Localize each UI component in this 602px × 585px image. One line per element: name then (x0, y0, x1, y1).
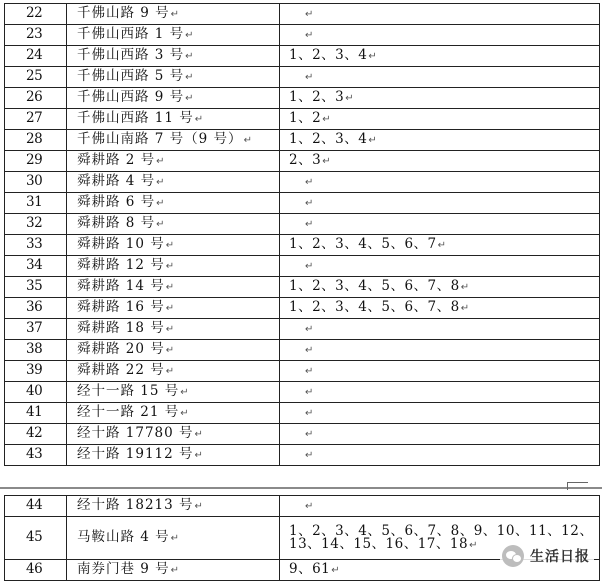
table-row (5, 109, 600, 130)
paragraph-mark-icon: ↵ (180, 408, 190, 420)
address-text: 舜耕路 16 号 (77, 299, 165, 316)
paragraph-mark-icon: ↵ (460, 282, 470, 294)
row-number: 46 (5, 560, 67, 581)
table-row (5, 46, 600, 67)
paragraph-mark-icon: ↵ (194, 501, 204, 513)
address-text: 经十一路 21 号 (77, 404, 180, 421)
paragraph-mark-icon: ↵ (180, 387, 190, 399)
paragraph-mark-icon: ↵ (322, 114, 332, 126)
paragraph-mark-icon: ↵ (165, 345, 176, 357)
paragraph-mark-icon: ↵ (305, 177, 314, 189)
address-cell (67, 560, 280, 581)
address-text: 南券门巷 9 号 (77, 561, 170, 578)
address-cell (67, 46, 280, 67)
address-cell (67, 235, 280, 256)
building-numbers-text: 1、2、3、4 (289, 47, 368, 64)
row-number: 22 (5, 4, 67, 25)
paragraph-mark-icon: ↵ (194, 114, 205, 126)
paragraph-mark-icon: ↵ (460, 303, 470, 315)
paragraph-mark-icon: ↵ (165, 240, 176, 252)
building-numbers-text: 1、2、3、4、5、6、7、8 (289, 278, 460, 295)
address-cell (67, 193, 280, 214)
address-cell (67, 496, 280, 517)
building-numbers-text: 1、2、3 (289, 89, 345, 106)
address-cell (67, 214, 280, 235)
paragraph-mark-icon: ↵ (345, 93, 355, 105)
paragraph-mark-icon: ↵ (368, 51, 378, 63)
building-numbers-text: 1、2、3、4、5、6、7、8、9、10、11、12、13、14、15、16、17、18 (289, 522, 594, 552)
paragraph-mark-icon: ↵ (305, 387, 314, 399)
address-cell (67, 361, 280, 382)
address-cell (67, 151, 280, 172)
paragraph-mark-icon: ↵ (185, 51, 195, 63)
table-row (5, 172, 600, 193)
table-row (5, 319, 600, 340)
address-cell (67, 256, 280, 277)
address-cell (67, 67, 280, 88)
row-number: 41 (5, 403, 67, 424)
building-numbers-text: 9、61 (289, 561, 331, 578)
address-cell (67, 25, 280, 46)
paragraph-mark-icon: ↵ (305, 198, 314, 210)
building-numbers-cell (280, 130, 600, 151)
address-text: 舜耕路 8 号 (77, 215, 156, 232)
address-text: 千佛山路 9 号 (77, 5, 170, 22)
address-text: 舜耕路 12 号 (77, 257, 165, 274)
building-numbers-cell (280, 361, 600, 382)
row-number: 26 (5, 88, 67, 109)
paragraph-mark-icon: ↵ (305, 501, 314, 513)
table-row (5, 214, 600, 235)
building-numbers-cell (280, 340, 600, 361)
address-cell (67, 340, 280, 361)
paragraph-mark-icon: ↵ (305, 324, 314, 336)
address-text: 千佛山西路 9 号 (77, 89, 185, 106)
address-text: 舜耕路 10 号 (77, 236, 165, 253)
table-row (5, 298, 600, 319)
building-numbers-cell (280, 235, 600, 256)
table-row (5, 277, 600, 298)
address-text: 经十路 18213 号 (77, 497, 194, 514)
building-numbers-text: 1、2、3、4 (289, 131, 368, 148)
address-cell (67, 445, 280, 466)
building-numbers-cell (280, 277, 600, 298)
address-text: 舜耕路 6 号 (77, 194, 156, 211)
paragraph-mark-icon: ↵ (469, 540, 478, 551)
row-number: 39 (5, 361, 67, 382)
address-cell (67, 109, 280, 130)
address-text: 舜耕路 22 号 (77, 362, 165, 379)
row-number: 40 (5, 382, 67, 403)
building-numbers-cell (280, 151, 600, 172)
row-number: 33 (5, 235, 67, 256)
row-number: 29 (5, 151, 67, 172)
address-text: 千佛山西路 5 号 (77, 68, 185, 85)
address-cell (67, 517, 280, 560)
address-text: 舜耕路 14 号 (77, 278, 165, 295)
building-numbers-cell (280, 46, 600, 67)
address-cell (67, 130, 280, 151)
paragraph-mark-icon: ↵ (170, 9, 181, 21)
paragraph-mark-icon: ↵ (170, 565, 181, 577)
paragraph-mark-icon: ↵ (368, 135, 378, 147)
building-numbers-cell (280, 67, 600, 88)
paragraph-mark-icon: ↵ (243, 135, 253, 147)
paragraph-mark-icon: ↵ (185, 72, 195, 84)
building-numbers-cell (280, 382, 600, 403)
address-cell (67, 88, 280, 109)
watermark-text: 生活日报 (530, 549, 590, 565)
building-numbers-cell (280, 25, 600, 46)
address-text: 经十路 17780 号 (77, 425, 194, 442)
table-row (5, 25, 600, 46)
row-number: 27 (5, 109, 67, 130)
building-numbers-cell (280, 214, 600, 235)
row-number: 43 (5, 445, 67, 466)
row-number: 38 (5, 340, 67, 361)
paragraph-mark-icon: ↵ (156, 198, 166, 210)
table-row (5, 151, 600, 172)
paragraph-mark-icon: ↵ (194, 429, 204, 441)
paragraph-mark-icon: ↵ (156, 219, 166, 231)
page-break-marker (482, 482, 598, 492)
address-cell (67, 298, 280, 319)
paragraph-mark-icon: ↵ (170, 533, 181, 545)
address-table (4, 3, 600, 466)
address-text: 舜耕路 4 号 (77, 173, 156, 190)
paragraph-mark-icon: ↵ (156, 177, 166, 189)
address-text: 经十一路 15 号 (77, 383, 180, 400)
paragraph-mark-icon: ↵ (305, 345, 314, 357)
table-row (5, 424, 600, 445)
building-numbers-cell (280, 88, 600, 109)
paragraph-mark-icon: ↵ (305, 429, 314, 441)
paragraph-mark-icon: ↵ (165, 261, 176, 273)
row-number: 42 (5, 424, 67, 445)
row-number: 28 (5, 130, 67, 151)
address-text: 舜耕路 20 号 (77, 341, 165, 358)
address-text: 千佛山西路 1 号 (77, 26, 185, 43)
paragraph-mark-icon: ↵ (305, 219, 314, 231)
table-row (5, 193, 600, 214)
row-number: 45 (5, 517, 67, 560)
address-cell (67, 319, 280, 340)
building-numbers-cell (280, 298, 600, 319)
building-numbers-cell (280, 403, 600, 424)
paragraph-mark-icon: ↵ (156, 156, 166, 168)
paragraph-mark-icon: ↵ (165, 366, 176, 378)
table-row (5, 445, 600, 466)
paragraph-mark-icon: ↵ (305, 72, 314, 84)
paragraph-mark-icon: ↵ (194, 450, 204, 462)
building-numbers-cell (280, 172, 600, 193)
address-text: 经十路 19112 号 (77, 446, 194, 463)
building-numbers-cell (280, 445, 600, 466)
building-numbers-cell (280, 109, 600, 130)
address-text: 千佛山西路 11 号 (77, 110, 194, 127)
table-row (5, 235, 600, 256)
row-number: 24 (5, 46, 67, 67)
building-numbers-cell (280, 319, 600, 340)
building-numbers-text: 1、2 (289, 110, 322, 127)
building-numbers-cell (280, 193, 600, 214)
paragraph-mark-icon: ↵ (185, 93, 195, 105)
paragraph-mark-icon: ↵ (331, 565, 341, 577)
row-number: 36 (5, 298, 67, 319)
building-numbers-text: 1、2、3、4、5、6、7 (289, 236, 437, 253)
paragraph-mark-icon: ↵ (165, 282, 176, 294)
paragraph-mark-icon: ↵ (305, 450, 314, 462)
row-number: 31 (5, 193, 67, 214)
row-number: 44 (5, 496, 67, 517)
row-number: 37 (5, 319, 67, 340)
paragraph-mark-icon: ↵ (305, 30, 314, 42)
table-row (5, 67, 600, 88)
paragraph-mark-icon: ↵ (185, 30, 195, 42)
paragraph-mark-icon: ↵ (305, 366, 314, 378)
row-number: 25 (5, 67, 67, 88)
table-row (5, 340, 600, 361)
paragraph-mark-icon: ↵ (305, 408, 314, 420)
paragraph-mark-icon: ↵ (165, 324, 176, 336)
building-numbers-cell (280, 4, 600, 25)
address-cell (67, 4, 280, 25)
row-number: 30 (5, 172, 67, 193)
table-row (5, 256, 600, 277)
building-numbers-cell (280, 496, 600, 517)
building-numbers-text: 2、3 (289, 152, 322, 169)
address-cell (67, 424, 280, 445)
address-text: 舜耕路 18 号 (77, 320, 165, 337)
paragraph-mark-icon: ↵ (437, 240, 447, 252)
row-number: 32 (5, 214, 67, 235)
address-text: 千佛山南路 7 号（9 号） (77, 131, 243, 148)
wechat-icon (502, 545, 524, 567)
row-number: 35 (5, 277, 67, 298)
address-text: 舜耕路 2 号 (77, 152, 156, 169)
table-row (5, 403, 600, 424)
table-row (5, 130, 600, 151)
building-numbers-text: 1、2、3、4、5、6、7、8 (289, 299, 460, 316)
source-watermark (500, 543, 594, 569)
paragraph-mark-icon: ↵ (305, 9, 314, 21)
building-numbers-cell (280, 424, 600, 445)
address-text: 千佛山西路 3 号 (77, 47, 185, 64)
paragraph-mark-icon: ↵ (322, 156, 332, 168)
address-cell (67, 382, 280, 403)
address-cell (67, 403, 280, 424)
table-row (5, 361, 600, 382)
table-row (5, 88, 600, 109)
row-number: 23 (5, 25, 67, 46)
address-cell (67, 277, 280, 298)
paragraph-mark-icon: ↵ (305, 261, 314, 273)
address-text: 马鞍山路 4 号 (77, 529, 170, 546)
address-cell (67, 172, 280, 193)
table-row (5, 382, 600, 403)
table-row (5, 496, 600, 517)
paragraph-mark-icon: ↵ (165, 303, 176, 315)
table-row (5, 4, 600, 25)
building-numbers-cell (280, 256, 600, 277)
row-number: 34 (5, 256, 67, 277)
